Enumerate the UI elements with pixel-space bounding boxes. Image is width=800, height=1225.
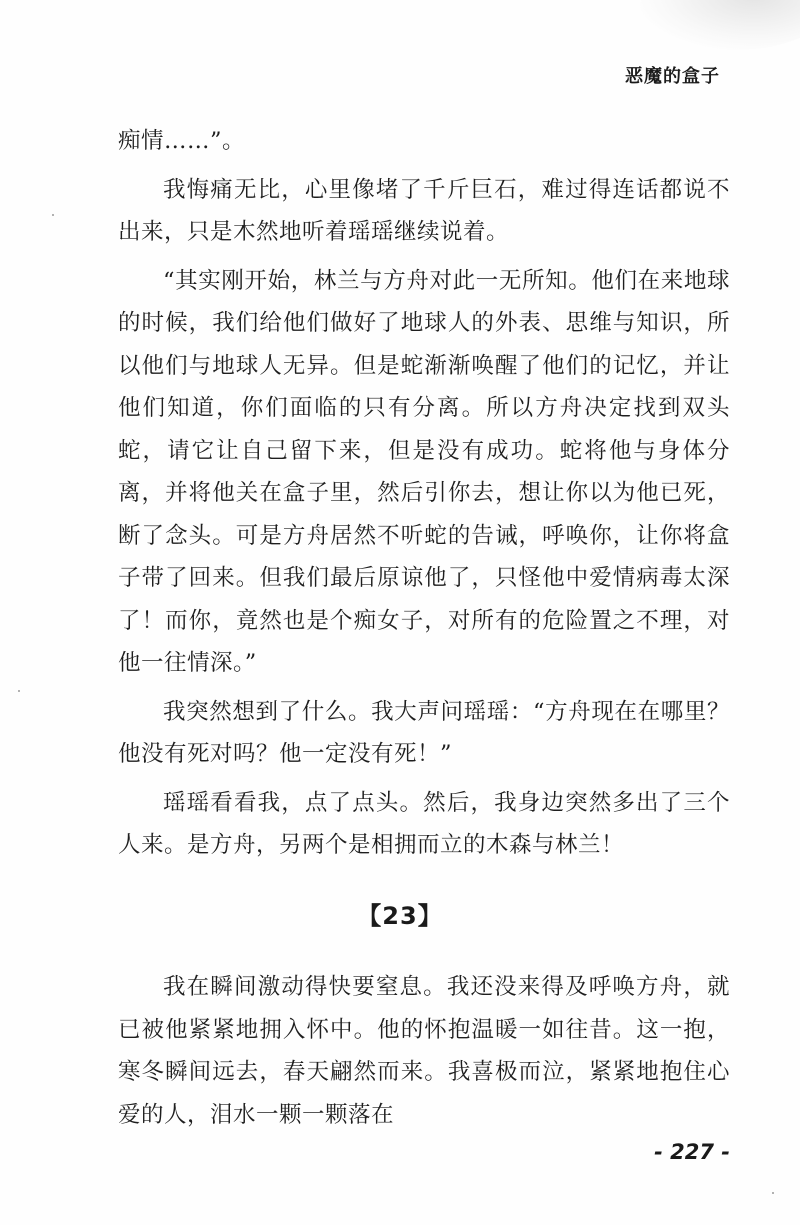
paragraph: 我悔痛无比，心里像堵了千斤巨石，难过得连话都说不出来，只是木然地听着瑶瑶继续说着。 <box>118 176 730 245</box>
scan-speck <box>772 1192 774 1194</box>
paragraph: 瑶瑶看看我，点了点头。然后，我身边突然多出了三个人来。是方舟，另两个是相拥而立的木森与林兰！ <box>118 789 730 858</box>
paragraph: 我在瞬间激动得快要窒息。我还没来得及呼唤方舟，就已被他紧紧地拥入怀中。他的怀抱温暖一如往昔。这一抱，寒冬瞬间远去，春天翩然而来。我喜极而泣，紧紧地抱住心爱的人，泪水一颗一颗落在 <box>118 974 730 1128</box>
body-text-before-section <box>118 120 730 867</box>
page-number: - 227 - <box>654 1140 730 1164</box>
scan-smudge <box>640 0 800 50</box>
scan-speck <box>52 214 54 216</box>
paragraph: 痴情……”。 <box>118 128 246 154</box>
paragraph: 我突然想到了什么。我大声问瑶瑶：“方舟现在在哪里？他没有死对吗？他一定没有死！” <box>118 698 730 767</box>
section-heading: 【23】 <box>357 902 443 930</box>
paragraph: “其实刚开始，林兰与方舟对此一无所知。他们在来地球的时候，我们给他们做好了地球人的外表、思维与知识，所以他们与地球人无异。但是蛇渐渐唤醒了他们的记忆，并让他们知道，你们面临的只有分离。所以方舟决定找到双头蛇，请它让自己留下来，但是没有成功。蛇将他与身体分离，并将他关在盒子里，然后引你去，想让你以为他已死，断了念头。可是方舟居然不听蛇的告诫，呼唤你，让你将盒子带了回来。但我们最后原谅他了，只怪他中爱情病毒太深了！而你，竟然也是个痴女子，对所有的危险置之不理，对他一往情深。” <box>118 267 730 676</box>
body-text-after-section <box>118 966 730 1136</box>
running-header-title: 恶魔的盒子 <box>625 66 720 87</box>
scan-speck <box>18 690 20 692</box>
